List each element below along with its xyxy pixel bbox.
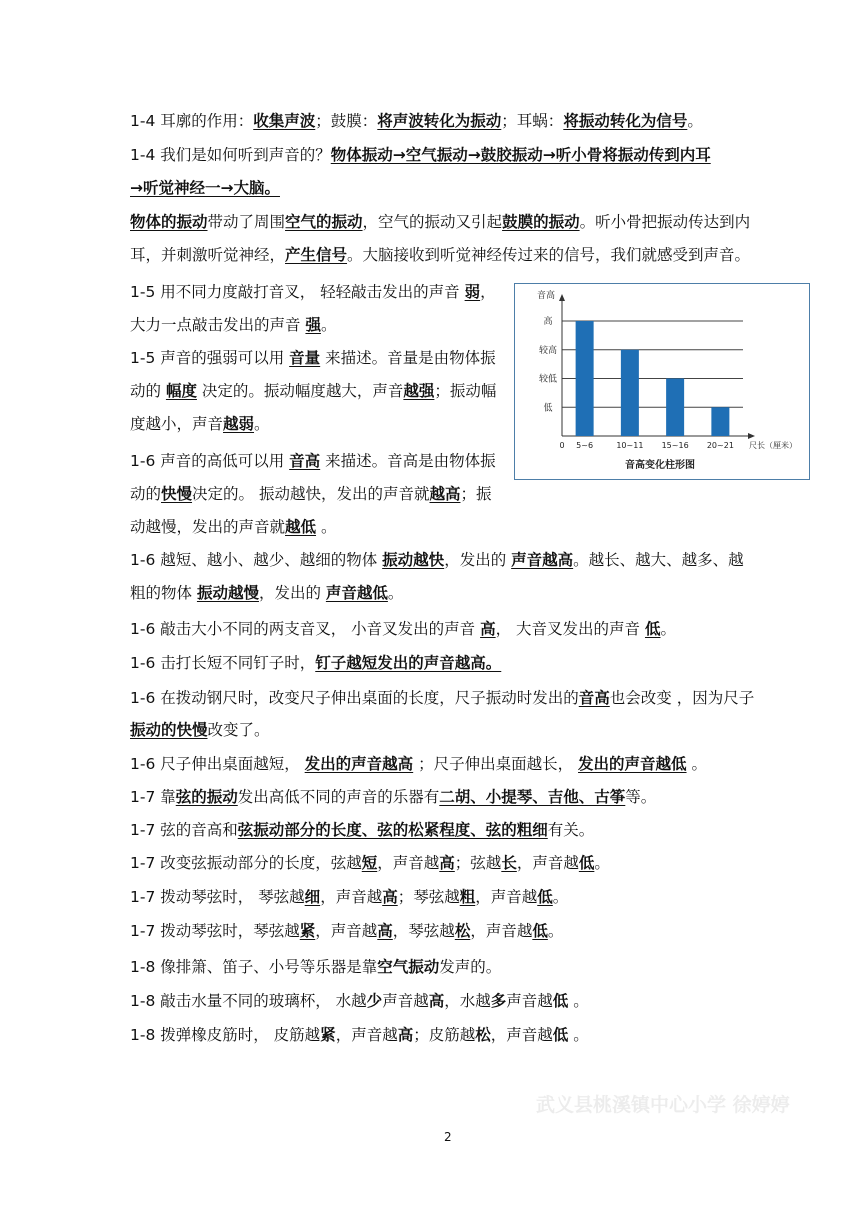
text-segment: 决定的。振动幅度越大，声音 [196,382,404,400]
text-segment: 来描述。音量是由物体振 [320,349,496,367]
underlined-answer: 越弱 [223,415,255,433]
text-line [130,687,754,709]
bold-answer: 低 [552,1026,569,1044]
text-segment: 1-8 像排箫、笛子、小号等乐器是靠 [130,958,378,976]
text-segment: ，声音越 [315,922,378,940]
text-segment: 动的 [130,382,166,400]
text-line [130,281,496,303]
bold-answer: 低 [552,992,569,1010]
underlined-answer: 空气的振动 [285,213,363,231]
text-segment: 。越长、越大、越多、越 [573,551,744,569]
text-segment: ；振动幅 [434,382,497,400]
text-line [130,819,594,841]
y-tick-label: 高 [543,317,553,327]
underlined-answer: 振动越快 [382,551,445,569]
underlined-answer: 声音越低 [325,584,388,602]
underlined-answer: 高 [382,888,398,906]
underlined-answer: 声音越高 [511,551,574,569]
text-segment: ；振 [460,485,492,503]
bold-answer: 多 [490,992,507,1010]
x-tick-label: 5~6 [576,441,594,450]
text-segment: ，空气的振动又引起 [362,213,503,231]
text-segment: 。 [254,415,270,433]
underlined-answer: 高 [439,854,455,872]
underlined-answer: 快慢 [161,485,193,503]
text-segment: ，发出的 [258,584,326,602]
text-segment: ，声音越 [475,888,538,906]
text-segment: ，琴弦越 [392,922,455,940]
text-segment: ，声音越 [335,1026,398,1044]
underlined-answer: 钉子越短发出的声音越高。 [315,654,502,672]
text-line [130,886,568,908]
y-tick-label: 较低 [538,374,558,385]
underlined-answer: 低 [532,922,548,940]
text-segment: 决定的。 振动越快，发出的声音就 [192,485,430,503]
y-tick-label: 低 [543,403,553,414]
text-segment: ；皮筋越 [413,1026,476,1044]
text-line [130,483,492,505]
text-segment: 1-5 声音的强弱可以用 [130,349,290,367]
text-segment: ，发出的 [444,551,512,569]
text-segment: ，声音越 [320,888,383,906]
text-segment: 1-4 耳廓的作用： [130,112,254,130]
text-line [130,516,336,538]
text-segment: 。 [320,316,337,334]
text-segment: 来描述。音高是由物体振 [320,452,496,470]
text-segment: 声音越 [382,992,429,1010]
underlined-answer: 产生信号 [285,246,348,264]
text-segment: ；耳蜗： [501,112,564,130]
text-segment: 1-7 改变弦振动部分的长度，弦越 [130,854,362,872]
bar [621,350,639,436]
bold-answer: 高 [428,992,445,1010]
underlined-answer: 弦振动部分的长度、弦的松紧程度、弦的粗细 [237,821,548,839]
text-segment: 声音越 [506,992,553,1010]
text-segment: 1-7 弦的音高和 [130,821,238,839]
underlined-answer: 强 [305,316,321,334]
text-segment: 。 [660,620,677,638]
text-segment: ， [480,283,496,301]
text-segment: 。 [552,888,569,906]
text-line [130,144,711,166]
text-segment: ；弦越 [454,854,502,872]
text-segment: 。 [316,518,337,536]
underlined-answer: 音高 [578,689,610,707]
text-segment: 1-6 声音的高低可以用 [130,452,290,470]
text-segment: 1-6 敲击大小不同的两支音叉， 小音叉发出的声音 [130,620,481,638]
text-segment: 。 [547,922,564,940]
text-line [130,177,280,199]
text-line [130,347,496,369]
text-line [130,450,496,472]
text-line [130,753,707,775]
underlined-answer: 鼓膜的振动 [502,213,580,231]
text-segment: 1-4 我们是如何听到声音的？ [130,146,331,164]
text-segment: 1-5 用不同力度敲打音叉， 轻轻敲击发出的声音 [130,283,465,301]
underlined-answer: 物体振动→空气振动→鼓胶振动→听小骨将振动传到内耳 [330,146,711,164]
text-segment: ，声音越 [516,854,579,872]
underlined-answer: 弱 [464,283,481,301]
text-segment: ，水越 [444,992,491,1010]
underlined-answer: 收集声波 [253,112,316,130]
bar [666,379,684,437]
text-line [130,719,270,741]
underlined-answer: 越低 [285,518,317,536]
text-segment: ，声音越 [490,1026,553,1044]
text-segment: 。 [387,584,404,602]
text-segment: ，声音越 [377,854,440,872]
text-line [130,110,703,132]
underlined-answer: 短 [361,854,378,872]
underlined-answer: 发出的声音越高 [304,755,414,773]
text-line [130,956,501,978]
text-segment: ；尺子伸出桌面越长， [413,755,579,773]
underlined-answer: 发出的声音越低 [578,755,687,773]
text-segment: 耳，并刺激听觉神经， [130,246,286,264]
bold-answer: 空气振动 [377,958,440,976]
underlined-answer: 越高 [429,485,461,503]
text-segment: 1-6 尺子伸出桌面越短， [130,755,305,773]
bold-answer: 紧 [320,1026,336,1044]
text-segment: 1-6 在拨动钢尺时，改变尺子伸出桌面的长度，尺子振动时发出的 [130,689,579,707]
text-segment: 有关。 [547,821,595,839]
text-segment: 发声的。 [439,958,502,976]
text-segment: ；鼓膜： [315,112,378,130]
text-line [130,413,270,435]
bold-answer: 松 [475,1026,491,1044]
x-tick-label: 15~16 [661,441,689,450]
text-line [130,244,750,266]
text-segment: 改变了。 [207,721,270,739]
underlined-answer: 低 [578,854,595,872]
text-line [130,786,656,808]
text-segment: 。大脑接收到听觉神经传过来的信号，我们就感受到声音。 [347,246,751,264]
text-segment: 1-7 拨动琴弦时，琴弦越 [130,922,300,940]
underlined-answer: 长 [501,854,517,872]
text-line [130,582,403,604]
x-axis-arrow [748,433,755,439]
origin-label: 0 [559,441,565,450]
text-segment: 1-7 靠 [130,788,176,806]
underlined-answer: 将声波转化为振动 [377,112,502,130]
underlined-answer: 松 [454,922,471,940]
bold-answer: 高 [397,1026,414,1044]
text-segment: 动的 [130,485,162,503]
text-segment: 度越小，声音 [130,415,224,433]
pitch-bar-chart [514,283,810,480]
bar [576,321,594,436]
underlined-answer: 振动越慢 [196,584,259,602]
text-line [130,990,589,1012]
x-tick-label: 20~21 [706,441,734,450]
text-segment: 动越慢，发出的声音就 [130,518,286,536]
text-segment: 也会改变 ，因为尺子 [609,689,755,707]
text-segment: 。 [687,112,703,130]
text-segment: ，声音越 [470,922,533,940]
text-segment: 。 [594,854,610,872]
text-line [130,211,750,233]
text-segment: ；琴弦越 [397,888,460,906]
chart-title: 音高变化柱形图 [625,460,695,471]
underlined-answer: 细 [304,888,321,906]
underlined-answer: 高 [377,922,393,940]
underlined-answer: 粗 [459,888,476,906]
underlined-answer: 低 [537,888,553,906]
underlined-answer: 将振动转化为信号 [563,112,688,130]
text-segment: 粗的物体 [130,584,197,602]
text-line [130,314,336,336]
underlined-answer: 音高 [289,452,321,470]
page-number: 2 [444,1130,452,1144]
underlined-answer: 越强 [403,382,435,400]
text-segment: 1-8 敲击水量不同的玻璃杯， 水越 [130,992,367,1010]
underlined-answer: 弦的振动 [175,788,238,806]
underlined-answer: 音量 [289,349,321,367]
watermark: 武义县桃溪镇中心小学 徐婷婷 [536,1094,790,1116]
underlined-answer: 物体的振动 [130,213,208,231]
chart-svg [515,284,808,478]
x-tick-label: 10~11 [616,441,644,450]
underlined-answer: →听觉神经一→大脑。 [130,179,280,197]
text-line [130,380,496,402]
underlined-answer: 二胡、小提琴、吉他、古筝 [439,788,626,806]
text-segment: ， 大音叉发出的声音 [495,620,645,638]
underlined-answer: 幅度 [165,382,197,400]
text-segment: 1-7 拨动琴弦时， 琴弦越 [130,888,305,906]
text-segment: 。 [568,1026,589,1044]
y-axis-arrow [559,294,565,301]
text-segment: 1-8 拨弹橡皮筋时， 皮筋越 [130,1026,321,1044]
text-segment: 。听小骨把振动传达到内 [579,213,751,231]
text-segment: 等。 [625,788,657,806]
text-line [130,652,501,674]
text-segment: 1-6 越短、越小、越少、越细的物体 [130,551,383,569]
x-axis-label: 尺长（厘米） [749,441,797,450]
underlined-answer: 高 [480,620,496,638]
underlined-answer: 振动的快慢 [130,721,208,739]
text-segment: 1-6 击打长短不同钉子时， [130,654,316,672]
underlined-answer: 低 [644,620,661,638]
text-line [130,618,676,640]
text-line [130,1024,589,1046]
text-segment: 。 [686,755,707,773]
text-line [130,852,610,874]
underlined-answer: 紧 [299,922,316,940]
bold-answer: 少 [366,992,383,1010]
text-segment: 带动了周围 [207,213,286,231]
y-tick-label: 较高 [538,345,558,356]
text-line [130,549,744,571]
text-segment: 。 [568,992,589,1010]
text-segment: 发出高低不同的声音的乐器有 [237,788,440,806]
text-line [130,920,563,942]
y-axis-label: 音高 [537,291,556,301]
bar [711,407,729,436]
text-segment: 大力一点敲击发出的声音 [130,316,306,334]
